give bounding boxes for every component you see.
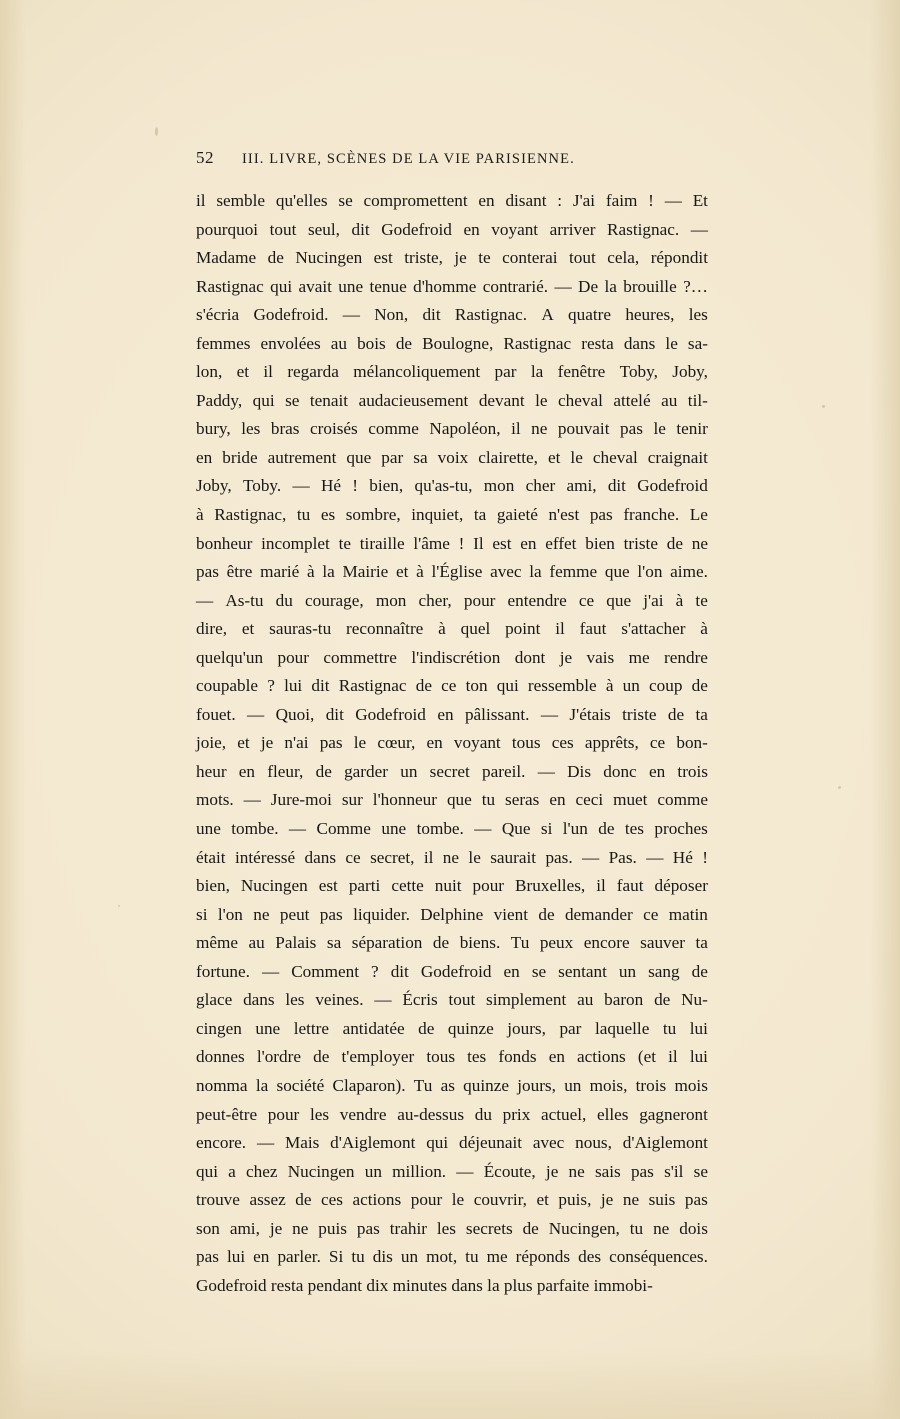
text-line: était intéressé dans ce secret, il ne le saurait pas. — Pas. — Hé ! <box>196 847 708 867</box>
text-line: Paddy, qui se tenait audacieusement devant le cheval attelé au til- <box>196 390 708 410</box>
text-line: Joby, Toby. — Hé ! bien, qu'as-tu, mon cher ami, dit Godefroid <box>196 476 708 496</box>
text-line: même au Palais sa séparation de biens. Tu peux encore sauver ta <box>196 933 708 953</box>
paper-speck <box>838 786 841 789</box>
text-line: pourquoi tout seul, dit Godefroid en voyant arriver Rastignac. — <box>196 219 708 239</box>
text-line: joie, et je n'ai pas le cœur, en voyant tous ces apprêts, ce bon- <box>196 733 708 753</box>
text-line: Godefroid resta pendant dix minutes dans la plus parfaite immobi- <box>196 1275 653 1295</box>
text-line: mots. — Jure-moi sur l'honneur que tu seras en ceci muet comme <box>196 790 708 810</box>
text-line: dire, et sauras-tu reconnaître à quel point il faut s'attacher à <box>196 619 708 639</box>
text-line: à Rastignac, tu es sombre, inquiet, ta gaieté n'est pas franche. Le <box>196 505 708 525</box>
paper-edge-left <box>0 0 26 1419</box>
text-line: son ami, je ne puis pas trahir les secrets de Nucingen, tu ne dois <box>196 1218 708 1238</box>
text-line: peut-être pour les vendre au-dessus du prix actuel, elles gagneront <box>196 1104 708 1124</box>
text-line: encore. — Mais d'Aiglemont qui déjeunait avec nous, d'Aiglemont <box>196 1133 708 1153</box>
paper-edge-right <box>870 0 900 1419</box>
text-line: donnes l'ordre de t'employer tous tes fonds en actions (et il lui <box>196 1047 708 1067</box>
text-line: nomma la société Claparon). Tu as quinze jours, un mois, trois mois <box>196 1075 708 1095</box>
text-line: qui a chez Nucingen un million. — Écoute, je ne sais pas s'il se <box>196 1161 708 1181</box>
text-line: coupable ? lui dit Rastignac de ce ton qui ressemble à un coup de <box>196 676 708 696</box>
text-line: pas lui en parler. Si tu dis un mot, tu me réponds des conséquences. <box>196 1247 708 1267</box>
text-line: fouet. — Quoi, dit Godefroid en pâlissant. — J'étais triste de ta <box>196 704 708 724</box>
text-line: glace dans les veines. — Écris tout simplement au baron de Nu- <box>196 990 708 1010</box>
text-line: lon, et il regarda mélancoliquement par la fenêtre Toby, Joby, <box>196 362 708 382</box>
paper-edge-bottom <box>0 1349 900 1419</box>
text-line: bonheur incomplet te tiraille l'âme ! Il est en effet bien triste de ne <box>196 533 708 553</box>
text-line: en bride autrement que par sa voix clairette, et le cheval craignait <box>196 447 708 467</box>
text-line: fortune. — Comment ? dit Godefroid en se sentant un sang de <box>196 961 708 981</box>
paper-speck <box>822 405 825 408</box>
text-line: une tombe. — Comme une tombe. — Que si l'un de tes proches <box>196 819 708 839</box>
text-line: Madame de Nucingen est triste, je te conterai tout cela, répondit <box>196 248 708 268</box>
paper-speck <box>118 905 120 907</box>
body-text <box>196 187 708 1300</box>
paragraph <box>196 187 708 1300</box>
text-line: Rastignac qui avait une tenue d'homme contrarié. — De la brouille ?… <box>196 276 708 296</box>
page-header <box>196 148 708 168</box>
text-line: si l'on ne peut pas liquider. Delphine vient de demander ce matin <box>196 904 708 924</box>
text-column <box>196 148 708 1300</box>
text-line: — As-tu du courage, mon cher, pour entendre ce que j'ai à te <box>196 590 708 610</box>
text-line: heur en fleur, de garder un secret pareil. — Dis donc en trois <box>196 761 708 781</box>
text-line: bury, les bras croisés comme Napoléon, il ne pouvait pas le tenir <box>196 419 708 439</box>
text-line: femmes envolées au bois de Boulogne, Rastignac resta dans le sa- <box>196 333 708 353</box>
text-line: bien, Nucingen est parti cette nuit pour Bruxelles, il faut déposer <box>196 876 708 896</box>
paper-speck <box>155 127 158 136</box>
text-line: quelqu'un pour commettre l'indiscrétion dont je vais me rendre <box>196 647 708 667</box>
text-line: trouve assez de ces actions pour le couvrir, et puis, je ne suis pas <box>196 1190 708 1210</box>
text-line: il semble qu'elles se compromettent en disant : J'ai faim ! — Et <box>196 191 708 210</box>
text-line: pas être marié à la Mairie et à l'Église avec la femme que l'on aime. <box>196 562 708 582</box>
running-head: III. LIVRE, SCÈNES DE LA VIE PARISIENNE. <box>242 151 575 167</box>
folio-number: 52 <box>196 148 214 167</box>
text-line: s'écria Godefroid. — Non, dit Rastignac. A quatre heures, les <box>196 305 708 325</box>
text-line: cingen une lettre antidatée de quinze jours, par laquelle tu lui <box>196 1018 708 1038</box>
